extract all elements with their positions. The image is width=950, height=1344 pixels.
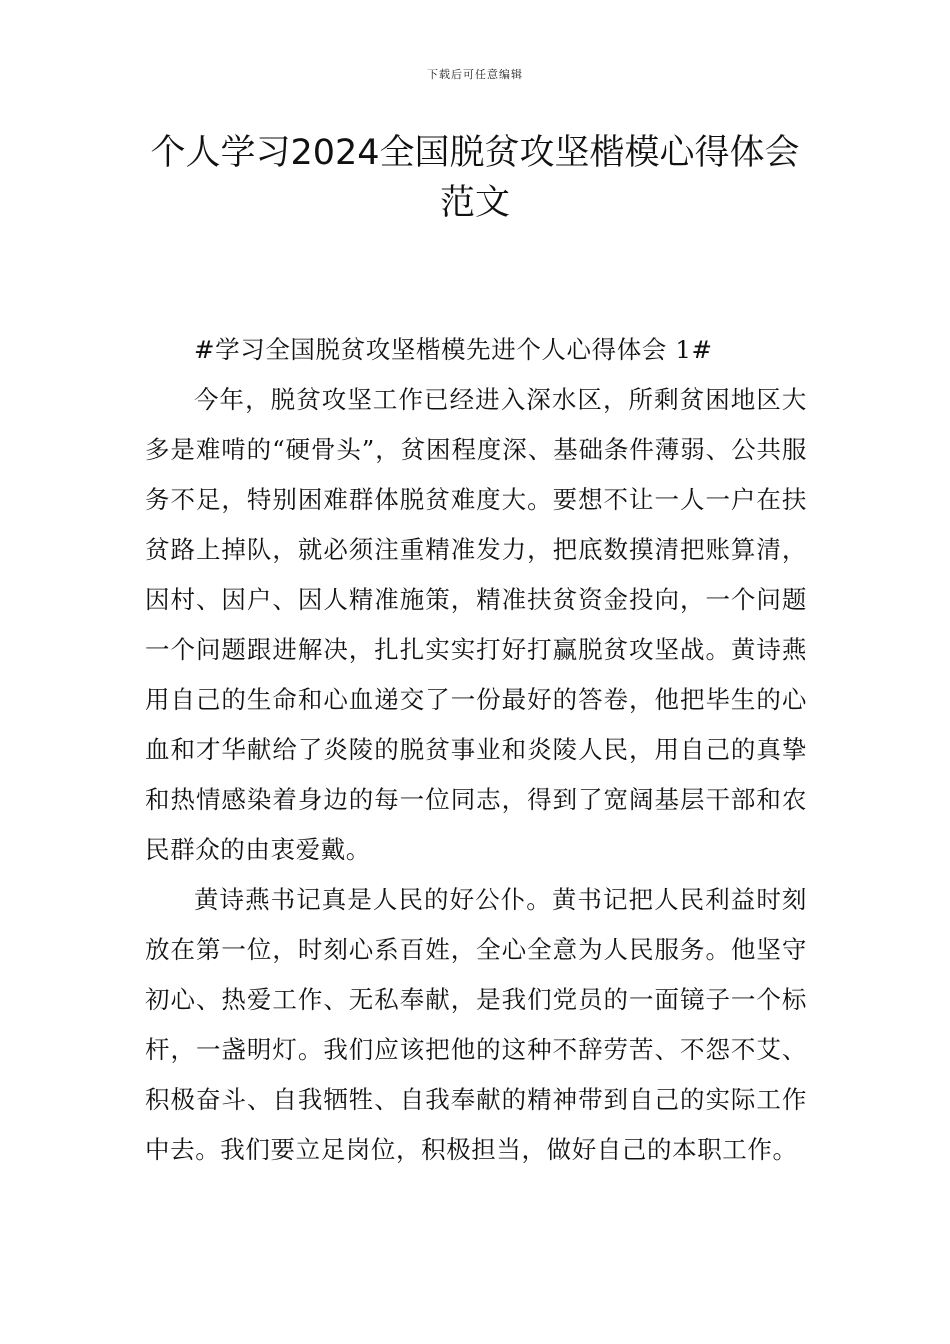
document-body — [145, 325, 807, 1175]
title-line-2: 范文 — [439, 183, 510, 223]
paragraph-1: 今年，脱贫攻坚工作已经进入深水区，所剩贫困地区大多是难啃的“硬骨头”，贫困程度深、基础条件薄弱、公共服务不足，特别困难群体脱贫难度大。要想不让一人一户在扶贫路上掉队，就必须注重精准发力，把底数摸清把账算清，因村、因户、因人精准施策，精准扶贫资金投向，一个问题一个问题跟进解决，扎扎实实打好打赢脱贫攻坚战。黄诗燕用自己的生命和心血递交了一份最好的答卷，他把毕生的心血和才华献给了炎陵的脱贫事业和炎陵人民，用自己的真挚和热情感染着身边的每一位同志，得到了宽阔基层干部和农民群众的由衷爱戴。 — [145, 385, 807, 864]
header-note: 下载后可任意编辑 — [427, 68, 523, 81]
paragraph-2: 黄诗燕书记真是人民的好公仆。黄书记把人民利益时刻放在第一位，时刻心系百姓，全心全意为人民服务。他坚守初心、热爱工作、无私奉献，是我们党员的一面镜子一个标杆，一盏明灯。我们应该把他的这种不辞劳苦、不怨不艾、积极奋斗、自我牺牲、自我奉献的精神带到自己的实际工作中去。我们要立足岗位，积极担当，做好自己的本职工作。 — [145, 885, 807, 1164]
title-line-1: 个人学习2024全国脱贫攻坚楷模心得体会 — [150, 133, 800, 173]
section-subheading: #学习全国脱贫攻坚楷模先进个人心得体会 1# — [194, 335, 713, 364]
document-title — [100, 128, 850, 228]
